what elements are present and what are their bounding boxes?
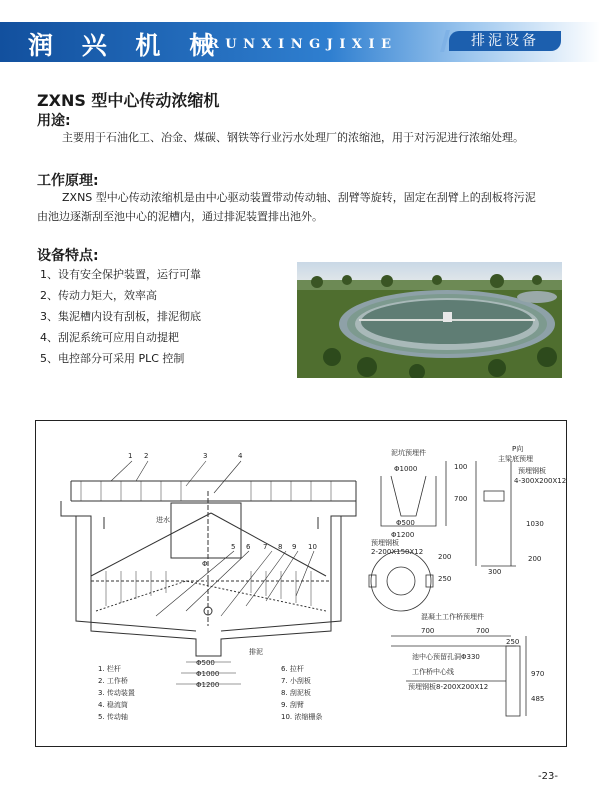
- callout-7: 7: [263, 543, 268, 551]
- legend-4: 4. 稳流筒: [98, 701, 128, 709]
- engineering-drawing: [36, 421, 566, 746]
- legend-1: 1. 栏杆: [98, 665, 121, 673]
- category-tag: 排泥设备: [449, 31, 561, 51]
- detail4-note-1: 池中心预留孔洞Φ330: [412, 653, 480, 661]
- detail4-figure: [391, 636, 526, 716]
- detail1-title: 泥坑预埋件: [391, 449, 426, 457]
- features-heading: 设备特点:: [37, 248, 99, 264]
- detail4-dim-3: 970: [531, 670, 545, 678]
- detail3-dim-1: 250: [438, 575, 452, 583]
- callout-1: 1: [128, 452, 133, 460]
- detail2-dim-2: 300: [488, 568, 502, 576]
- detail1-dim-3: Φ500: [396, 519, 415, 527]
- callout-3: 3: [203, 452, 208, 460]
- detail4-dim-2: 250: [506, 638, 520, 646]
- feature-item: 2、传动力矩大，效率高: [40, 289, 157, 302]
- legend-7: 7. 小刮板: [281, 677, 311, 685]
- callout-2: 2: [144, 452, 149, 460]
- legend-3: 3. 传动装置: [98, 689, 135, 697]
- callout-10: 10: [308, 543, 317, 551]
- dim-phi500: Φ500: [196, 659, 215, 667]
- usage-text: 主要用于石油化工、冶金、煤碳、钢铁等行业污水处理厂的浓缩池，用于对污泥进行浓缩处理。: [62, 131, 524, 144]
- dim-phi1200: Φ1200: [196, 681, 220, 689]
- outlet-label: 排泥: [249, 648, 263, 656]
- detail4-note-3: 预埋钢板8-200X200X12: [408, 683, 489, 691]
- feature-item: 5、电控部分可采用 PLC 控制: [40, 352, 185, 365]
- callout-8: 8: [278, 543, 283, 551]
- legend-6: 6. 拉杆: [281, 665, 304, 673]
- thickener-photo: [297, 262, 562, 378]
- feature-item: 3、集泥槽内设有刮板，排泥彻底: [40, 310, 201, 323]
- detail2-dim-0: 1030: [526, 520, 544, 528]
- detail1-dim-0: Φ1000: [394, 465, 418, 473]
- tank-section: [61, 481, 356, 656]
- principle-line-1: ZXNS 型中心传动浓缩机是由中心驱动装置带动传动轴、刮臂等旋转，固定在刮臂上的刮板将污泥: [62, 191, 536, 204]
- legend-2: 2. 工作桥: [98, 677, 128, 685]
- detail2-title2: 主梁底预埋: [498, 455, 533, 463]
- detail2-figure: [476, 461, 516, 566]
- brand-pinyin: RUNXINGJIXIE: [208, 37, 398, 52]
- detail3-note: 预埋钢板: [371, 539, 399, 547]
- detail3-figure: [369, 551, 433, 611]
- callout-4: 4: [238, 452, 243, 460]
- detail2-note: 预埋钢板: [518, 467, 546, 475]
- detail4-note-2: 工作桥中心线: [412, 668, 454, 676]
- detail4-dim-4: 485: [531, 695, 545, 703]
- principle-heading: 工作原理:: [37, 173, 99, 189]
- detail2-dim-1: 200: [528, 555, 542, 563]
- brand-name: 润 兴 机 械: [28, 31, 225, 60]
- feature-item: 4、刮泥系统可应用自动提耙: [40, 331, 179, 344]
- feature-item: 1、设有安全保护装置，运行可靠: [40, 268, 201, 281]
- detail1-dim-2: 700: [454, 495, 468, 503]
- detail1-dim-4: Φ1200: [391, 531, 415, 539]
- callout-6: 6: [246, 543, 251, 551]
- detail4-title: 混凝土工作桥预埋件: [421, 613, 484, 621]
- legend-10: 10. 浓缩栅条: [281, 713, 323, 721]
- legend-5: 5. 传动轴: [98, 713, 128, 721]
- detail3-plate: 2-200X150X12: [371, 548, 424, 556]
- product-title: ZXNS 型中心传动浓缩机: [37, 91, 220, 110]
- detail2-plate: 4-300X200X12: [514, 477, 566, 485]
- callout-5: 5: [231, 543, 236, 551]
- usage-heading: 用途:: [37, 113, 71, 129]
- principle-line-2: 由池边逐渐刮至池中心的泥槽内，通过排泥装置排出池外。: [37, 210, 323, 223]
- detail1-dim-1: 100: [454, 463, 468, 471]
- detail4-dim-0: 700: [421, 627, 435, 635]
- callout-9: 9: [292, 543, 297, 551]
- drawing-frame: [35, 420, 567, 747]
- inlet-label: 进水: [156, 516, 170, 524]
- legend-9: 9. 刮臂: [281, 701, 304, 709]
- dim-phi1000: Φ1000: [196, 670, 220, 678]
- detail3-dim-0: 200: [438, 553, 452, 561]
- legend-8: 8. 刮泥板: [281, 689, 311, 697]
- phi-label: Φ: [202, 560, 208, 568]
- detail2-title1: P向: [512, 445, 524, 453]
- page-number: -23-: [538, 771, 558, 782]
- detail4-dim-1: 700: [476, 627, 490, 635]
